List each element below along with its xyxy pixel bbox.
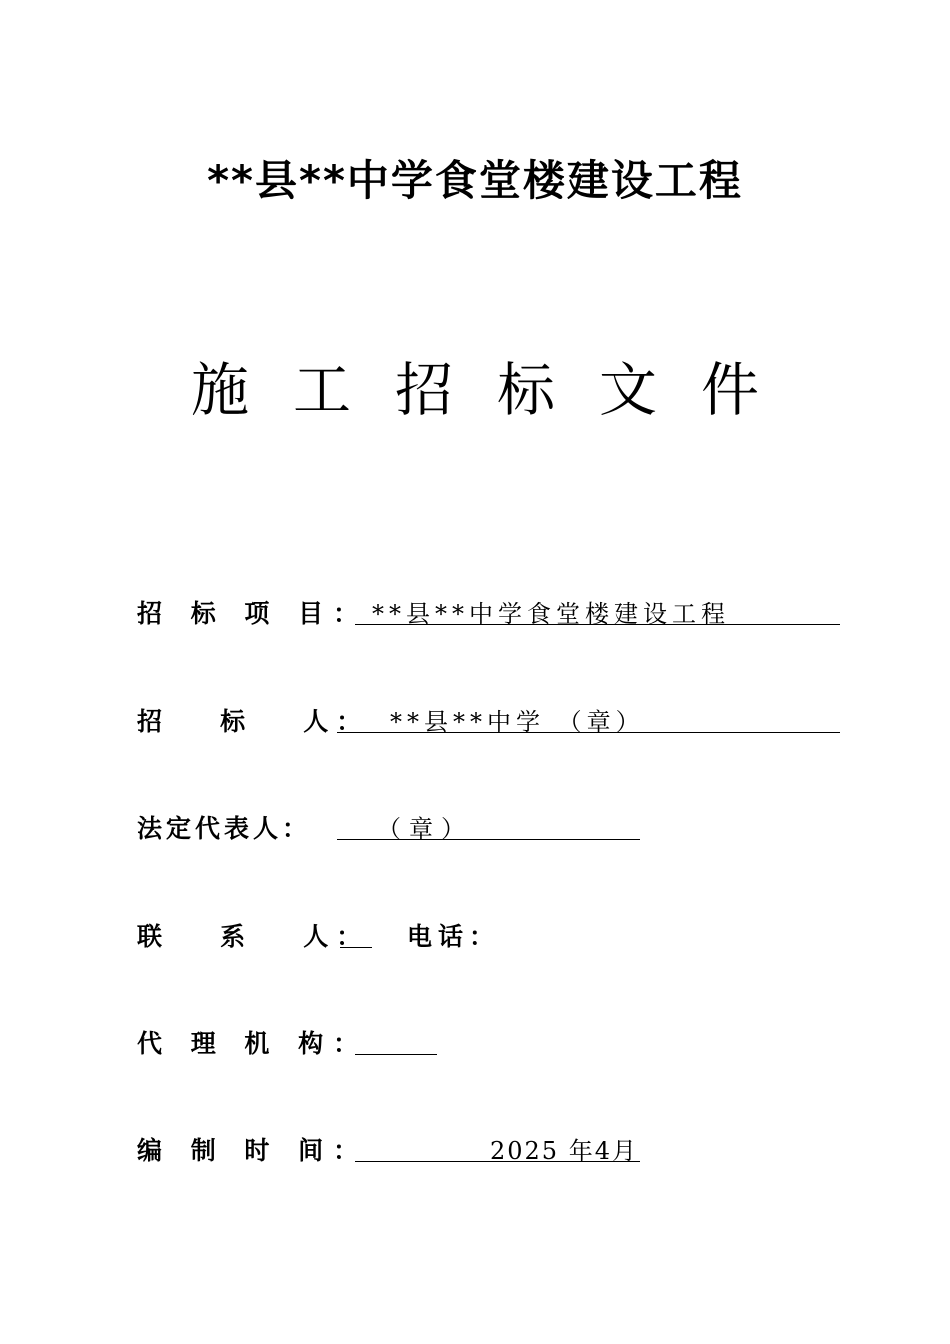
field-tenderer-value: **县**中学 （章）: [390, 708, 645, 736]
field-agency-line: [355, 1024, 437, 1055]
field-legal-rep: [137, 809, 642, 849]
field-contact-label: 联 系 人：: [137, 922, 370, 951]
field-agency: [137, 1024, 442, 1064]
field-date-label: 编 制 时 间：: [137, 1136, 369, 1165]
document-title: **县**中学食堂楼建设工程: [207, 156, 743, 205]
field-tenderer: [137, 702, 842, 742]
field-agency-label: 代 理 机 构：: [137, 1029, 369, 1058]
document-subtitle: 施工招标文件: [190, 356, 803, 424]
field-project-value: **县**中学食堂楼建设工程: [372, 600, 730, 628]
field-legal-rep-label: 法定代表人：: [137, 814, 312, 843]
field-legal-rep-value: （章）: [377, 815, 473, 843]
field-project-label: 招 标 项 目：: [137, 599, 369, 628]
field-contact-line: [340, 917, 372, 948]
field-date-value: 2025 年4月: [490, 1137, 638, 1165]
field-project: [137, 594, 842, 634]
field-date: [137, 1131, 642, 1171]
field-phone-label: 电话：: [407, 922, 501, 951]
field-contact: [137, 917, 537, 957]
field-tenderer-label: 招 标 人：: [137, 707, 370, 736]
